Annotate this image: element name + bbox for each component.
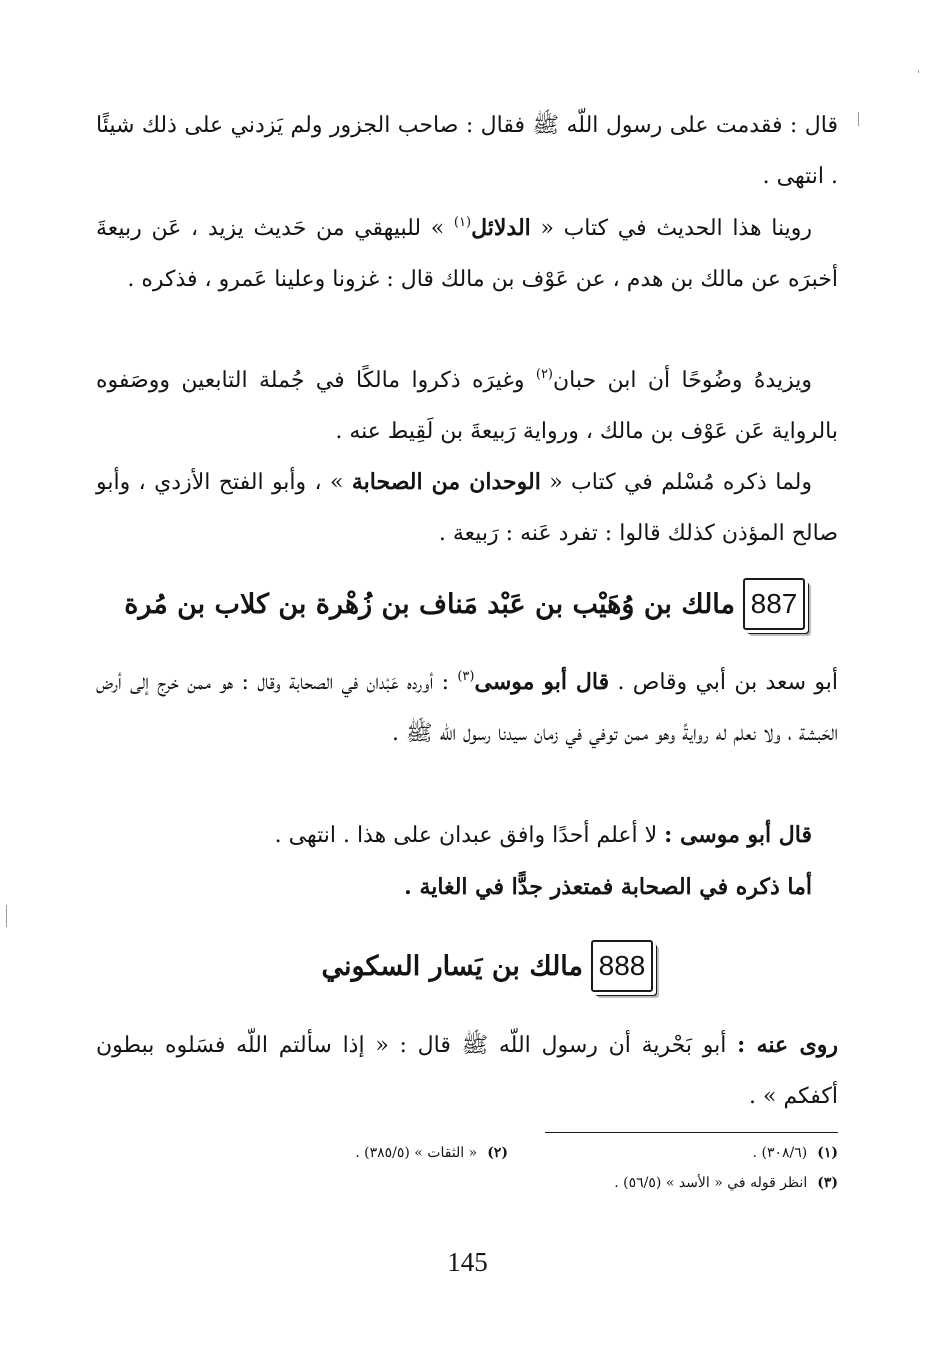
entry-number-badge: 887 <box>743 578 805 630</box>
scan-mark <box>6 905 7 927</box>
footnote-2 <box>178 1145 508 1161</box>
paragraph-text <box>96 203 838 305</box>
text-run: وغيرَه ذكروا مالكًا في جُملة التابعين ووصَفوه بالرواية عَن عَوْف بن مالك ، ورواية رَبيعةَ بن لَقِيط عنه . <box>96 368 838 444</box>
book-title: الوحدان من الصحابة <box>351 469 541 495</box>
footnote-text: (٣٠٨/٦) . <box>752 1145 808 1161</box>
footnote-ref-1: (١) <box>453 215 472 230</box>
paragraph-text: قال : فقدمت على رسول اللّه ﷺ فقال : صاحب الجزور ولم يَزدني على ذلك شيئًا . انتهى . <box>96 113 838 189</box>
footnotes <box>96 1138 838 1198</box>
paragraph-text <box>96 457 838 559</box>
book-title: الدلائل <box>471 215 531 241</box>
text-run: » للبيهقي من حَديث يزيد ، عَن ربيعةَ أخبرَه عن مالك بن هدم ، عن عَوْف بن مالك قال : غزونا وعلينا عَمرو ، فذكره . <box>96 216 838 292</box>
text-run: روينا هذا الحديث في كتاب « <box>530 216 812 241</box>
entry-title: مالك بن وُهَيْب بن عَبْد مَناف بن زُهْرة بن كلاب بن مُرة <box>124 588 735 620</box>
footnote-3 <box>238 1175 838 1191</box>
entry-heading-887 <box>124 578 805 630</box>
footnote-ref-3: (٣) <box>457 669 475 684</box>
footnote-1 <box>508 1145 838 1161</box>
scan-mark <box>858 112 859 126</box>
entry-heading-888 <box>322 940 654 992</box>
paragraph-text <box>96 1020 838 1122</box>
bold-run: قال أبو موسى : <box>664 822 812 848</box>
entry-title: مالك بن يَسار السكوني <box>321 950 583 982</box>
paragraph-2 <box>96 203 838 305</box>
paragraph-4 <box>96 457 838 559</box>
text-run: : أورده عَبْدان في الصحابة وقال : هو ممن خرج إلى أرض الحَبشة ، ولا نعلم له روايةً وهو ممن توفي في زمان سيدنا رسول اللّه ﷺ . <box>96 670 838 746</box>
footnote-row <box>96 1138 838 1168</box>
paragraph-text <box>96 657 838 759</box>
text-run: » ، وأبو الفتح الأزدي ، وأبو صالح المؤذن كذلك قالوا : تفرد عَنه : رَبيعة . <box>96 470 838 546</box>
footnote-text: انظر قوله في « الأسد » (٥٦/٥) . <box>614 1175 808 1191</box>
paragraph-7 <box>96 862 838 913</box>
footnote-ref-2: (٢) <box>535 367 553 382</box>
paragraph-1 <box>96 100 838 202</box>
text-run: ويزيدهُ وضُوحًا أن ابن حبان <box>553 368 812 393</box>
paragraph-5 <box>96 657 838 759</box>
paragraph-3 <box>96 355 838 457</box>
text-run: أبو بَحْرية أن رسول اللّه ﷺ قال : « إذا سألتم اللّه فسَلوه ببطون أكفكم » . <box>96 1033 838 1109</box>
text-run: لا أعلم أحدًا وافق عبدان على هذا . انتهى . <box>274 823 665 848</box>
text-run: ولما ذكره مُسْلم في كتاب « <box>540 470 812 495</box>
paragraph-8 <box>96 1020 838 1122</box>
scan-mark <box>918 70 919 73</box>
paragraph-text: أما ذكره في الصحابة فمتعذر جدًّا في الغاية . <box>404 874 812 900</box>
paragraph-text <box>96 355 838 457</box>
footnote-separator <box>545 1132 838 1133</box>
text-run: أبو سعد بن أبي وقاص . <box>609 670 838 695</box>
footnote-marker: (١) <box>817 1145 838 1161</box>
paragraph-6 <box>96 810 838 861</box>
bold-run: قال أبو موسى <box>474 669 610 695</box>
footnote-marker: (٢) <box>487 1145 508 1161</box>
footnote-text: « الثقات » (٣٨٥/٥) . <box>355 1145 478 1161</box>
page-number: 145 <box>447 1247 488 1277</box>
entry-number-badge: 888 <box>591 940 653 992</box>
paragraph-text <box>96 810 838 861</box>
footnote-marker: (٣) <box>817 1175 838 1191</box>
footnote-row <box>96 1168 838 1198</box>
bold-run: روى عنه : <box>737 1032 838 1058</box>
